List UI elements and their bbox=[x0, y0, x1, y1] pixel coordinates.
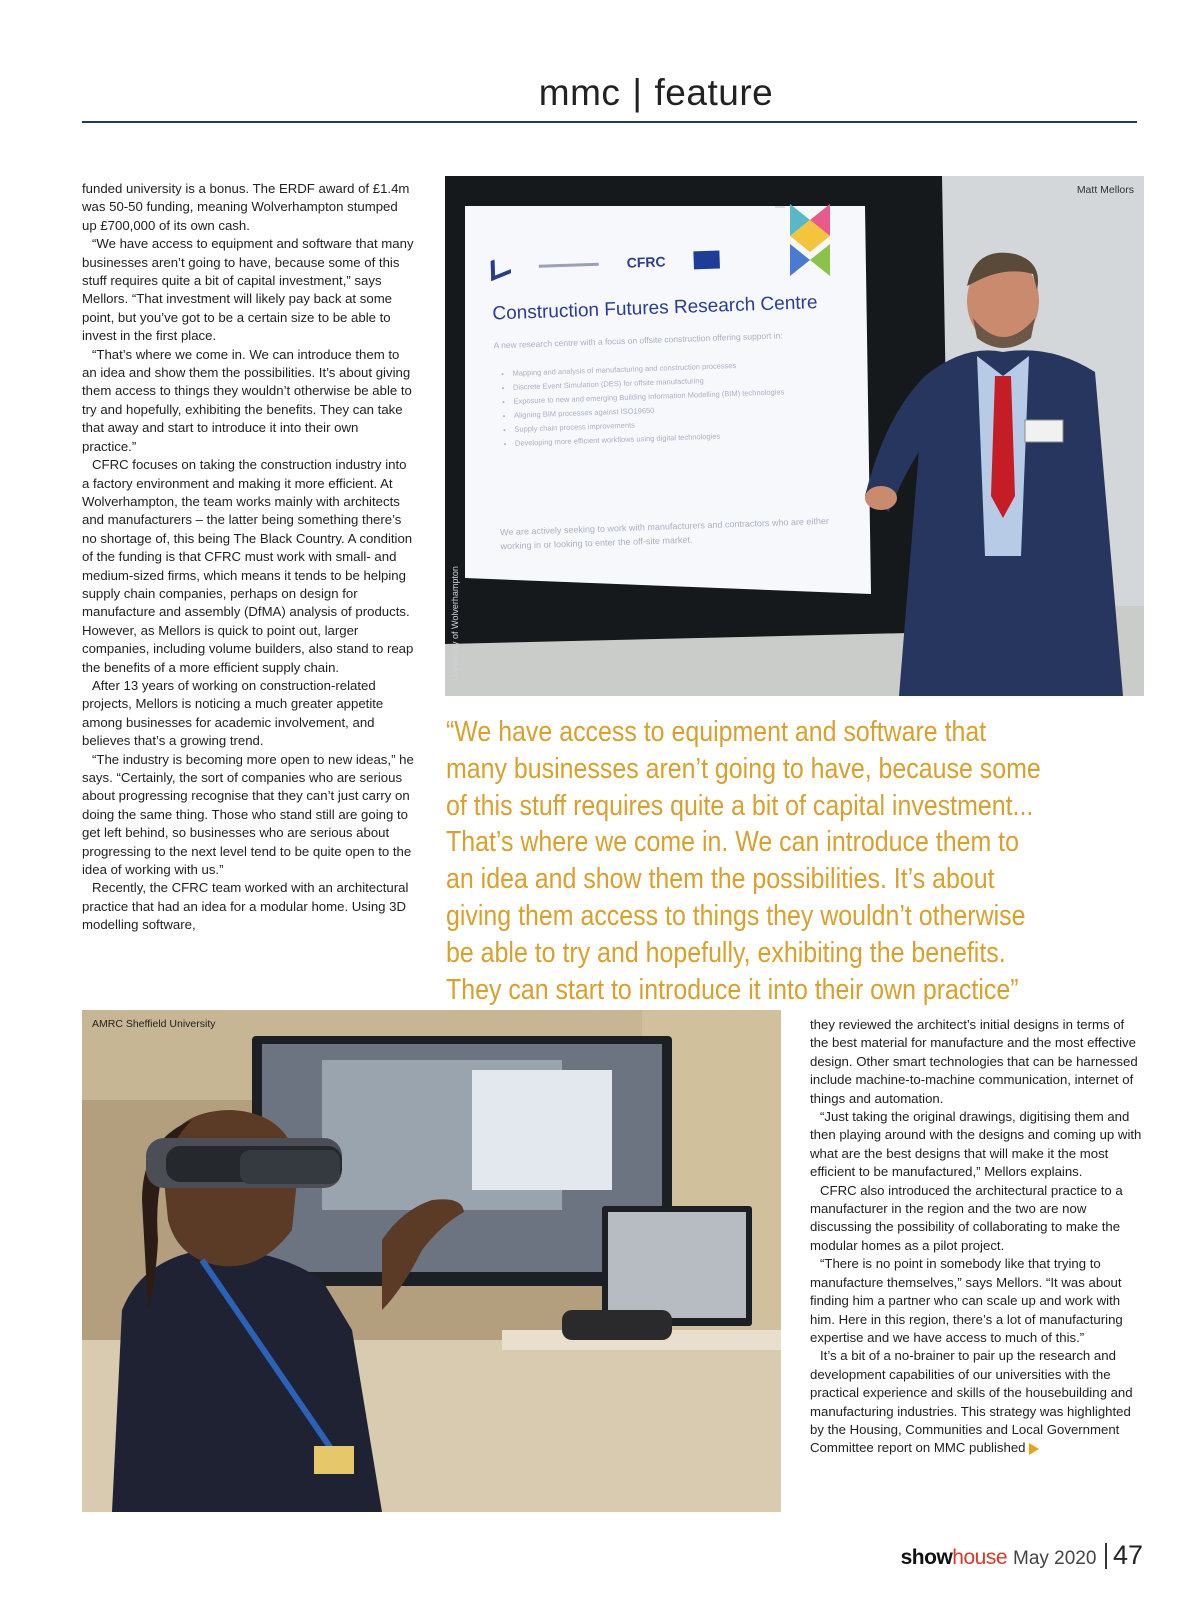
section-label: mmc bbox=[538, 72, 621, 113]
brand-house: house bbox=[952, 1546, 1007, 1569]
paragraph-text: It’s a bit of a no-brainer to pair up the research and development capabilities of our universities with the practical experience and skills of the housebuilding and manufacturing industries. This strategy was highlighted by the Housing, Communities and Local Government Committee report on MMC published bbox=[810, 1348, 1133, 1456]
continue-arrow-icon bbox=[1029, 1443, 1039, 1455]
ar-headset-photo-image bbox=[82, 1010, 781, 1512]
photo-caption-speaker: Matt Mellors bbox=[1076, 184, 1134, 196]
header-separator: | bbox=[632, 72, 643, 113]
paragraph: “Just taking the original drawings, digitising them and then playing around with the designs and coming up with what are the best designs that will make it the most efficient to be manufactured,” Mellors explains. bbox=[810, 1109, 1142, 1180]
university-name-placeholder bbox=[539, 262, 599, 267]
paragraph: funded university is a bonus. The ERDF award of £1.4m was 50-50 funding, meaning Wolverhampton stumped up £700,000 of its own cash. bbox=[82, 181, 410, 233]
paragraph: “There is no point in somebody like that trying to manufacture themselves,” says Mellors. “It was about finding him a partner who can scale up and work with him. Here in this region, there’s a lot of manufacturing expertise and we have access to much of this.” bbox=[810, 1256, 1123, 1345]
university-logo-icon bbox=[491, 253, 511, 281]
pull-quote: “We have access to equipment and software that many businesses aren’t going to have, because some of this stuff requires quite a bit of capital investment... That’s where we come in. We can introduce them to an idea and show them the possibilities. It’s about giving them access to things they wouldn’t otherwise be able to try and hopefully, exhibiting the benefits. They can start to introduce it into their own practice” bbox=[446, 716, 1041, 1006]
slide-bullet: • Exposure to new and emerging Building Information Modelling (BIM) technologies bbox=[513, 383, 853, 409]
paragraph: they reviewed the architect’s initial designs in terms of the best material for manufacture and the most effective design. Other smart technologies that can be harnessed include machine-to-machine communication, internet of things and automation. bbox=[810, 1017, 1138, 1106]
eu-flag-icon bbox=[693, 250, 720, 269]
page-number: 47 bbox=[1112, 1540, 1143, 1570]
slide-bullet: • Developing more efficient workflows using digital technologies bbox=[515, 425, 855, 451]
photo-caption-amrc: AMRC Sheffield University bbox=[92, 1018, 216, 1030]
paragraph: “We have access to equipment and software that many businesses aren’t going to have, because some of this stuff requires quite a bit of capital investment,” says Mellors. “That investment will likely pay back at some point, but you’ve got to be a certain size to be able to invest in the first place. bbox=[82, 236, 414, 344]
photo-credit-vertical: University of Wolverhampton bbox=[450, 566, 460, 681]
brand-show: show bbox=[900, 1546, 953, 1569]
section-header bbox=[0, 72, 1200, 114]
paragraph: “That’s where we come in. We can introduce them to an idea and show them the possibilities. It’s about giving them access to things they wouldn’t otherwise be able to try and hopefully, exhibiting the benefits. They can take that away and start to introduce it into their own practice.” bbox=[82, 346, 412, 454]
page-footer bbox=[901, 1540, 1143, 1571]
slide-bullet: • Supply chain process improvements bbox=[514, 411, 854, 437]
slide-bullets bbox=[500, 355, 855, 451]
paragraph: Recently, the CFRC team worked with an architectural practice that had an idea for a modular home. Using 3D modelling software, bbox=[82, 880, 409, 933]
speaker-figure bbox=[865, 226, 1125, 696]
paragraph-last bbox=[810, 1347, 1144, 1457]
slide-bullet: • Aligning BIM processes against ISO19650 bbox=[514, 397, 854, 423]
slide-title: Construction Futures Research Centre bbox=[492, 292, 818, 325]
cfrc-mark-icon bbox=[790, 204, 830, 276]
slide-logo-row bbox=[490, 249, 719, 277]
slide-footer: We are actively seeking to work with manufacturers and contractors who are either working in or looking to enter the off-site market. bbox=[499, 515, 830, 552]
right-column bbox=[810, 1016, 1144, 1458]
topic-label: feature bbox=[654, 72, 774, 113]
paragraph: CFRC focuses on taking the construction industry into a factory environment and making it more efficient. At Wolverhampton, the team works mainly with architects and manufacturers – the latter being something there’s no shortage of, this being The Black Country. A condition of the funding is that CFRC must work with small- and medium-sized firms, which means it tends to be helping supply chain companies, perhaps on design for manufacture and assembly (DfMA) analysis of products. However, as Mellors is quick to point out, larger companies, including volume builders, also stand to reap the benefits of a more efficient supply chain. bbox=[82, 457, 414, 675]
paragraph: CFRC also introduced the architectural practice to a manufacturer in the region and the two are now discussing the possibility of collaborating to make the modular homes as a pilot project. bbox=[810, 1182, 1123, 1253]
paragraph: After 13 years of working on construction-related projects, Mellors is noticing a much greater appetite among businesses for academic involvement, and believes that’s a growing trend. bbox=[82, 677, 384, 749]
cfrc-logo-text: CFRC bbox=[626, 253, 666, 271]
presentation-photo bbox=[445, 176, 1144, 696]
header-rule bbox=[82, 121, 1137, 123]
slide-intro: A new research centre with a focus on offsite construction offering support in: bbox=[493, 330, 783, 351]
ar-headset-photo bbox=[82, 1010, 781, 1512]
slide-bullet: • Discrete Event Simulation (DES) for offsite manufacturing bbox=[513, 369, 853, 395]
paragraph: “The industry is becoming more open to new ideas,” he says. “Certainly, the sort of companies who are serious about progressing recognise that they can’t just carry on doing the same thing. Those who stand still are going to get left behind, so businesses who are serious about progressing to the next level tend to be quite open to the idea of working with us.” bbox=[82, 751, 414, 878]
left-column bbox=[82, 180, 415, 935]
slide-bullet: • Mapping and analysis of manufacturing and construction processes bbox=[512, 355, 852, 381]
issue-date: May 2020 bbox=[1013, 1548, 1097, 1569]
page-separator bbox=[1105, 1543, 1107, 1569]
